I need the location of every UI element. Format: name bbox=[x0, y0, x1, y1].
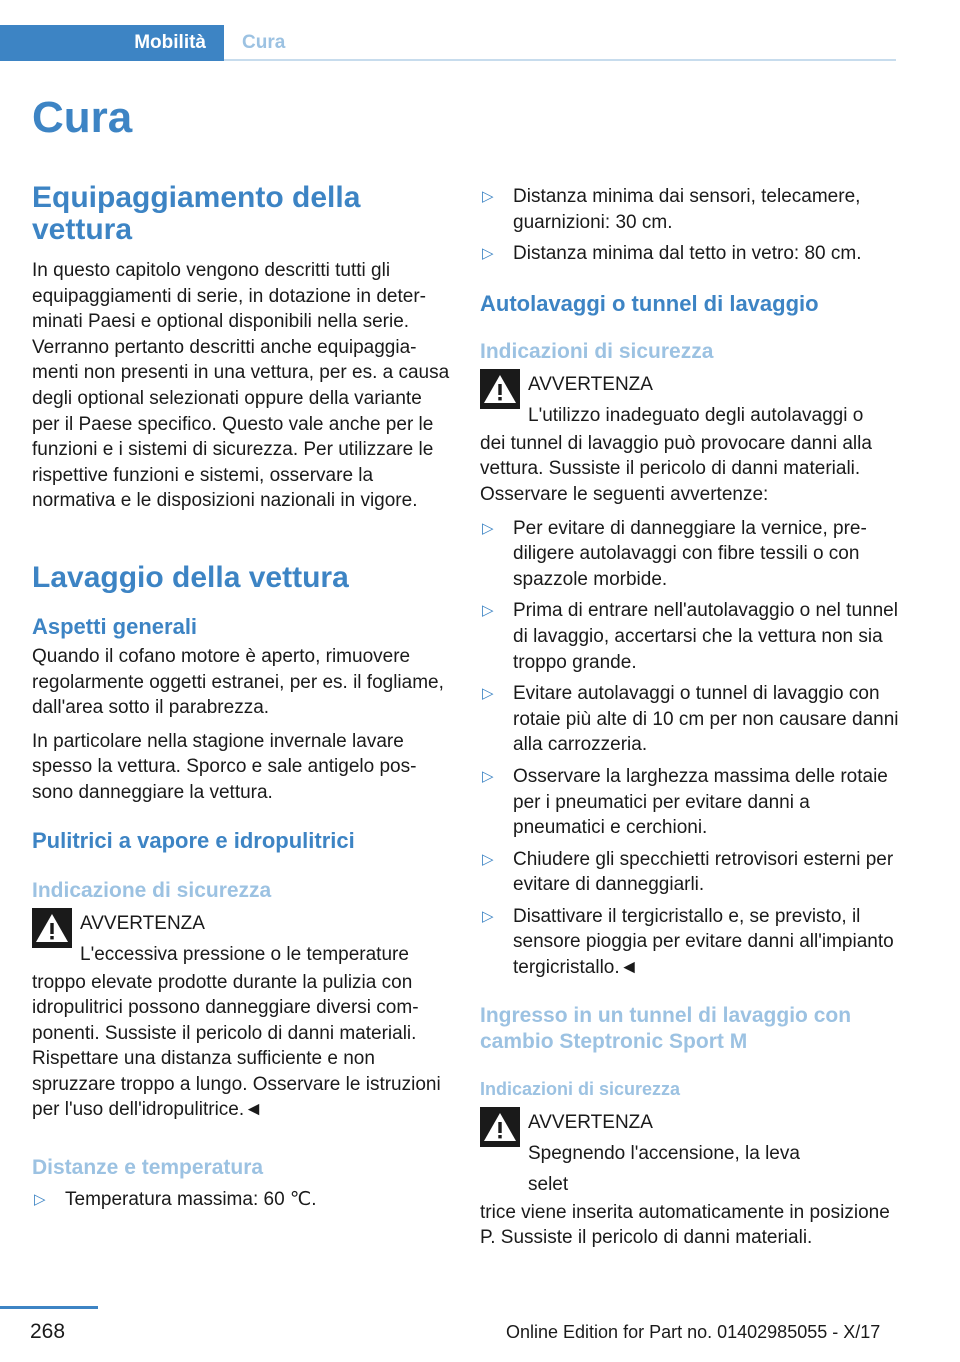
subsection-title-pulitrici: Pulitrici a vapore e idropulitrici bbox=[32, 827, 355, 853]
list-item: ▷ Per evitare di danneggiare la vernice, prediligere autolavaggi con fibre tessili o con spazzole morbide. bbox=[482, 517, 867, 590]
warning-block-autolavaggi bbox=[480, 369, 898, 508]
subsection-title-aspetti: Aspetti generali bbox=[32, 613, 198, 639]
wash-precautions-list bbox=[480, 516, 900, 981]
aspetti-text-1: Quando il cofano motore è aperto, rimuovere regolarmente oggetti estranei, per es. il fogliame, dall'area sotto il parabrezza. bbox=[32, 645, 444, 719]
bullet-triangle-icon: ▷ bbox=[34, 1191, 46, 1209]
page-title: Cura bbox=[32, 93, 133, 142]
warning-triangle-icon bbox=[480, 369, 520, 409]
page-number: 268 bbox=[30, 1320, 66, 1343]
left-column bbox=[32, 182, 450, 1213]
warning-block-idropulitrici bbox=[32, 908, 450, 1124]
warning-text: dei tunnel di lavaggio può provocare danni alla vettura. Sussiste il pericolo di danni materiali. Osservare le seguenti avvertenze: bbox=[480, 432, 872, 505]
bullet-triangle-icon: ▷ bbox=[482, 519, 494, 537]
header-divider bbox=[224, 59, 896, 61]
page-footer bbox=[0, 1306, 960, 1356]
tiny-title-indicazioni: Indicazioni di sicurezza bbox=[480, 1078, 681, 1099]
section-tab-cura[interactable]: Cura bbox=[242, 32, 286, 53]
warning-label: AVVERTENZA bbox=[528, 1111, 653, 1133]
distance-list-right bbox=[480, 184, 898, 267]
right-column bbox=[480, 184, 898, 1251]
list-item: ▷ Evitare autolavaggi o tunnel di lavaggio con rotaie più alte di 10 cm per non causare danni alla carrozzeria. bbox=[482, 683, 899, 756]
bullet-triangle-icon: ▷ bbox=[482, 602, 494, 620]
minor-title-steptronic: Ingresso in un tunnel di lavaggio con cambio Steptronic Sport M bbox=[480, 1003, 852, 1053]
warning-triangle-icon bbox=[480, 1107, 520, 1147]
warning-label: AVVERTENZA bbox=[528, 373, 653, 395]
list-item: ▷ Osservare la larghezza massima delle rotaie per i pneumatici per evitare danni a pneumatici e cerchioni. bbox=[482, 765, 888, 839]
minor-title-distanze: Distanze e temperatura bbox=[32, 1156, 264, 1180]
list-item: ▷ Prima di entrare nell'autolavaggio o nel tunnel di lavaggio, accertarsi che la vettura non sia troppo grande. bbox=[482, 600, 898, 673]
list-item: ▷ Distanza minima dai sensori, telecamere, guarnizioni: 30 cm. bbox=[482, 186, 861, 233]
warning-first-line: Spegnendo l'accensione, la leva selet bbox=[528, 1142, 800, 1195]
list-item: ▷ Distanza minima dal tetto in vetro: 80 cm. bbox=[480, 241, 898, 267]
warning-first-line: L'utilizzo inadeguato degli autolavaggi o bbox=[528, 404, 864, 426]
bullet-triangle-icon: ▷ bbox=[482, 245, 494, 263]
distance-list-left bbox=[32, 1187, 450, 1213]
warning-text: troppo elevate prodotte durante la pulizia con idropulitrici possono danneggiare diversi componenti. Sussiste il pericolo di danni materiali. Rispettare una distanza sufficiente e non spruzzare troppo a lungo. Osservare le istruzioni per l'uso dell'idropulitrice.◄ bbox=[32, 971, 441, 1121]
equipaggiamento-text: In questo capitolo vengono descritti tutti gli equipaggiamenti di serie, in dotazione in determinati Paesi e optional disponibili nella serie. Verranno pertanto descritti anche equipaggiamenti non presenti in una vettura, per es. a causa degli optional selezionati oppure della variante per il Paese specifico. Questo vale anche per le funzioni e i sistemi di sicurezza. Per utilizzare le rispettive funzioni e sistemi, osservare la normativa e le disposizioni nazionali in vigore. bbox=[32, 260, 450, 512]
section-title-lavaggio: Lavaggio della vettura bbox=[32, 560, 349, 594]
warning-label: AVVERTENZA bbox=[80, 912, 205, 934]
aspetti-text-2: In particolare nella stagione invernale lavare spesso la vettura. Sporco e sale antigelo possono danneggiare la vettura. bbox=[32, 730, 417, 803]
bullet-triangle-icon: ▷ bbox=[482, 850, 494, 868]
bullet-triangle-icon: ▷ bbox=[482, 685, 494, 703]
minor-title-indicazioni: Indicazioni di sicurezza bbox=[480, 339, 714, 363]
list-item: ▷ Chiudere gli specchietti retrovisori esterni per evitare di danneggiarli. bbox=[482, 848, 894, 896]
section-title-equipaggiamento: Equipaggiamento della vettura bbox=[32, 181, 361, 246]
footer-accent-line bbox=[0, 1306, 98, 1309]
warning-triangle-icon bbox=[32, 908, 72, 948]
edition-note: Online Edition for Part no. 01402985055 - X/17 bbox=[506, 1322, 881, 1342]
bullet-triangle-icon: ▷ bbox=[482, 907, 494, 925]
warning-block-steptronic bbox=[480, 1107, 898, 1251]
warning-text: trice viene inserita automaticamente in posizione P. Sussiste il pericolo di danni materiali. bbox=[480, 1201, 890, 1249]
warning-first-line: L'eccessiva pressione o le temperature bbox=[80, 943, 409, 965]
list-item: ▷ Temperatura massima: 60 ℃. bbox=[32, 1187, 450, 1213]
bullet-triangle-icon: ▷ bbox=[482, 767, 494, 785]
chapter-tab-mobilita[interactable]: Mobilità bbox=[0, 25, 224, 61]
bullet-triangle-icon: ▷ bbox=[482, 188, 494, 205]
minor-title-indicazione: Indicazione di sicurezza bbox=[32, 878, 272, 902]
subsection-title-autolavaggi: Autolavaggi o tunnel di lavaggio bbox=[480, 290, 819, 316]
list-item: ▷ Disattivare il tergicristallo e, se previsto, il sensore pioggia per evitare danni all'impianto tergicristallo.◄ bbox=[482, 905, 894, 979]
chapter-header bbox=[0, 25, 896, 63]
